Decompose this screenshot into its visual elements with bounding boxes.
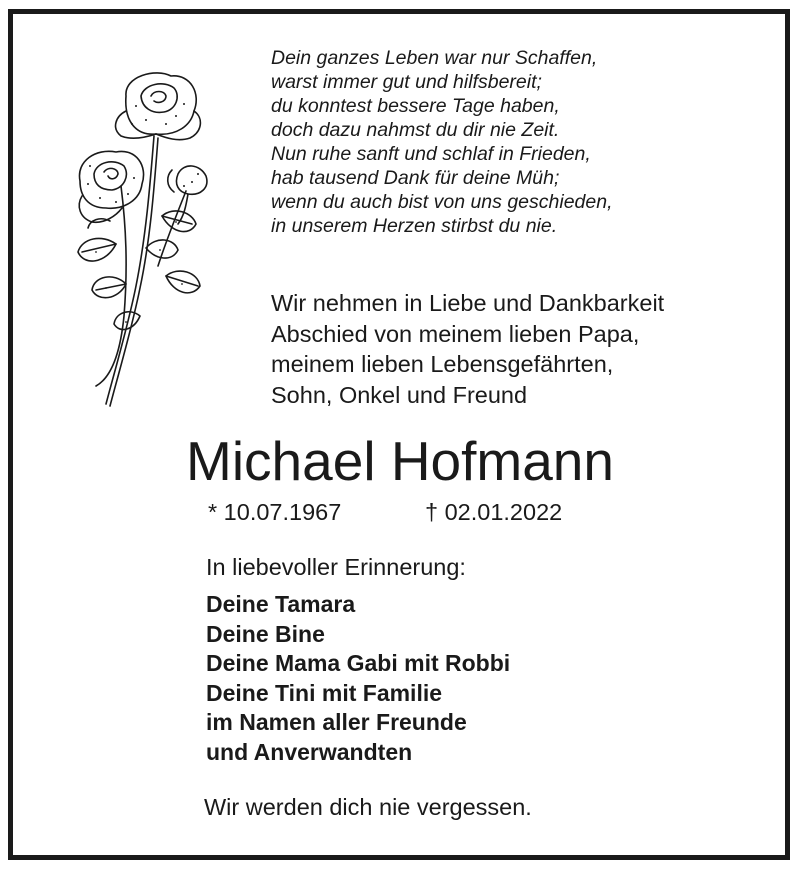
farewell-line: Sohn, Onkel und Freund [271,381,528,408]
death-date: † 02.01.2022 [425,499,563,525]
birth-date: * 10.07.1967 [208,499,342,525]
farewell-text [271,288,664,410]
signer-item: und Anverwandten [206,738,413,765]
poem-line: hab tausend Dank für deine Müh; [271,167,560,189]
poem-line: Dein ganzes Leben war nur Schaffen, [271,47,598,69]
poem-line: doch dazu nahmst du dir nie Zeit. [271,119,560,141]
poem-line: Nun ruhe sanft und schlaf in Frieden, [271,143,591,165]
signer-item: Deine Tini mit Familie [206,679,443,706]
memory-intro: In liebevoller Erinnerung: [206,554,466,580]
farewell-line: meinem lieben Lebensgefährten, [271,351,614,377]
signer-item: Deine Mama Gabi mit Robbi [206,650,511,676]
signer-item: Deine Tamara [206,591,356,617]
signer-item: im Namen aller Freunde [206,709,467,735]
poem-line: in unserem Herzen stirbst du nie. [271,215,558,237]
poem-line: warst immer gut und hilfsbereit; [271,71,542,93]
rose-illustration-icon [66,66,226,411]
deceased-name: Michael Hofmann [186,430,614,492]
farewell-line: Wir nehmen in Liebe und Dankbarkeit [271,290,665,316]
signers-list [206,590,510,767]
signer-item: Deine Bine [206,620,325,647]
poem-line: wenn du auch bist von uns geschieden, [271,191,613,213]
poem-line: du konntest bessere Tage haben, [271,95,560,117]
farewell-line: Abschied von meinem lieben Papa, [271,320,640,347]
poem [271,46,613,238]
closing-line: Wir werden dich nie vergessen. [204,794,532,820]
